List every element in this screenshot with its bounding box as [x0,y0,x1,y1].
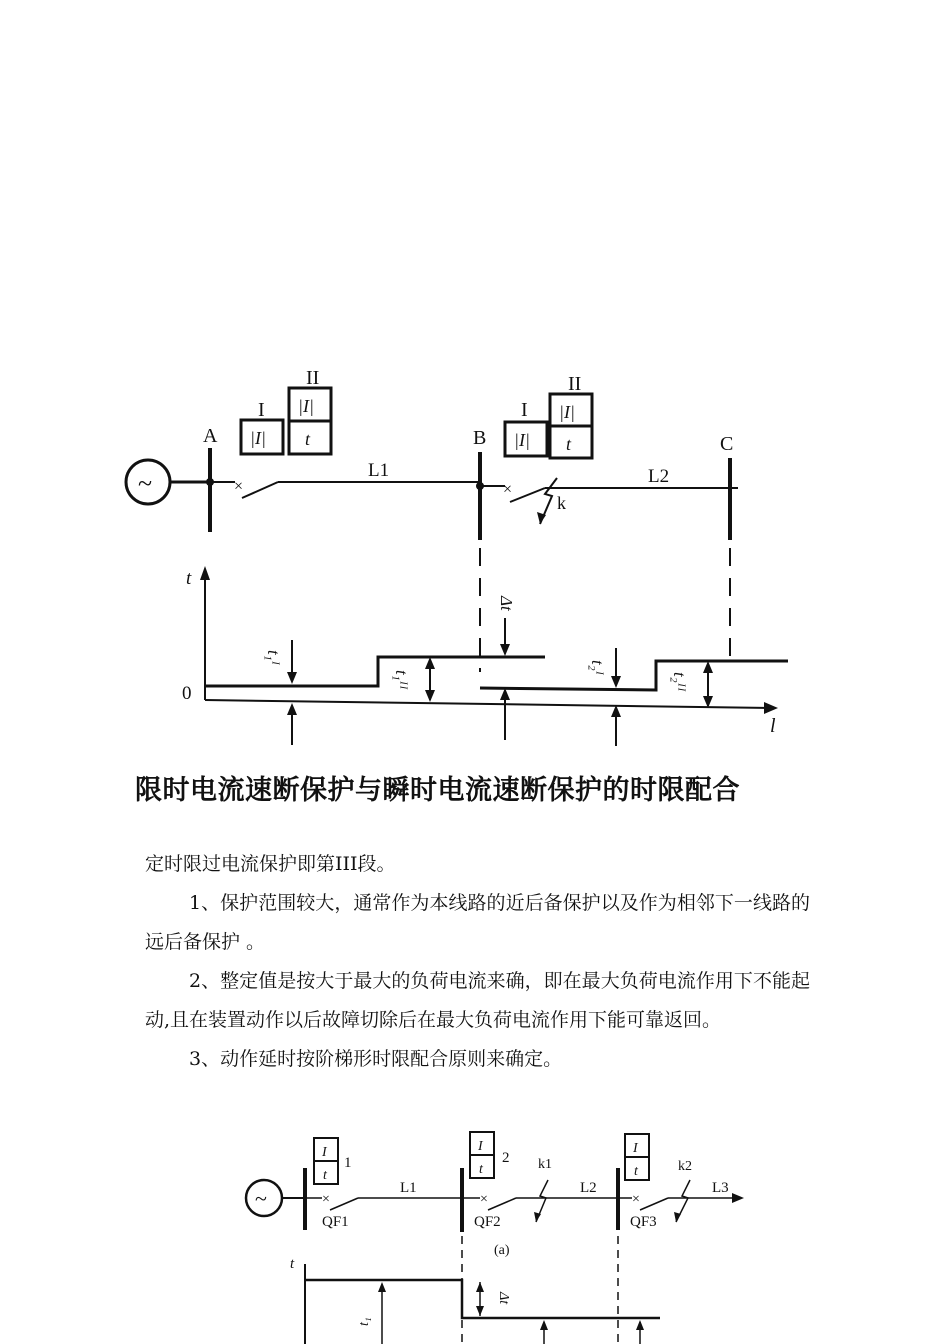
svg-text:×: × [503,481,513,498]
line-l3-label: L3 [712,1180,729,1196]
t1-label-2: t₁ [357,1317,372,1326]
node-b-label: B [473,427,487,449]
body-text [145,845,810,1079]
breaker-qf1-label: QF1 [322,1214,349,1230]
time-step-1 [305,1280,660,1318]
paragraph-intro: 定时限过电流保护即第III段。 [145,853,396,875]
generator-tilde: ~ [138,469,153,498]
fault-k1-symbol [536,1180,548,1222]
fault-k2-symbol [676,1180,690,1222]
relay-1-current: I [322,1145,327,1160]
relay-3-current: I [633,1141,638,1156]
fault-k-label: k [557,493,566,513]
relay-a-stage-1-label: I [258,399,265,421]
relay-a-stage-2-current: |I| [298,396,314,416]
relay-a-stage-2-label: II [306,367,320,389]
t2-double-label: t₂ᴵᴵ [670,672,689,692]
svg-text:×: × [322,1192,330,1207]
t2-prime-label: t₂ᴵ [588,660,607,676]
fault-k2-label: k2 [678,1159,692,1174]
breaker-qf2-label: QF2 [474,1214,501,1230]
relay-b-stage-2-current: |I| [559,402,575,422]
relay-2-number: 2 [502,1150,510,1166]
t1-prime-label: t₁ᴵ [264,650,283,666]
relay-2-box [470,1132,494,1178]
time-step-b [480,661,788,690]
svg-text:×: × [234,478,244,495]
line-l1-label: L1 [368,460,390,481]
line-l2-label: L2 [648,466,670,487]
line-l1-label-2: L1 [400,1180,417,1196]
t-axis-label: t [186,568,192,589]
origin-label: 0 [182,683,192,704]
relay-3-box [625,1134,649,1180]
relay-b-stage-1-label: I [521,399,528,421]
svg-text:×: × [480,1192,488,1207]
relay-1-box [314,1138,338,1184]
relay-1-time: t [323,1168,327,1183]
paragraph-item-2: 2、整定值是按大于最大的负荷电流来确，即在最大负荷电流作用下不能起动,且在装置动作以后故障切除后在最大负荷电流作用下能可靠返回。 [145,970,810,1031]
breaker-b [510,488,545,502]
delta-t-label: Δt [497,596,516,611]
breaker-qf3 [640,1198,668,1210]
relay-a-stage-1-current: |I| [250,428,266,448]
relay-b-stage-1-current: |I| [514,430,530,450]
time-step-a [205,657,545,686]
generator-symbol-2 [246,1180,282,1216]
delta-t-label-2: Δt [496,1292,511,1305]
relay-b-stage-2-label: II [568,373,582,395]
t-axis-label-2: t [290,1256,295,1272]
breaker-qf2 [488,1198,516,1210]
relay-2-current: I [478,1139,483,1154]
node-a-label: A [203,425,218,447]
relay-a-stage-2-time: t [305,429,311,449]
relay-b-stage-2-time: t [566,434,572,454]
l-axis [205,700,770,708]
subfigure-a-label: (a) [494,1243,510,1258]
relay-3-time: t [634,1164,638,1179]
breaker-qf1 [330,1198,358,1210]
node-c-label: C [720,433,734,455]
relay-1-number: 1 [344,1155,352,1171]
svg-text:~: ~ [255,1186,267,1211]
t1-double-label: t₁ᴵᴵ [392,670,411,690]
svg-text:×: × [632,1192,640,1207]
l-axis-label: l [770,715,776,737]
paragraph-item-3: 3、动作延时按阶梯形时限配合原则来确定。 [189,1048,563,1070]
figure-1-caption: 限时电流速断保护与瞬时电流速断保护的时限配合 [135,775,740,806]
paragraph-item-1: 1、保护范围较大，通常作为本线路的近后备保护以及作为相邻下一线路的远后备保护 。 [145,892,810,953]
line-l2-label-2: L2 [580,1180,597,1196]
relay-2-time: t [479,1162,483,1177]
breaker-a [242,482,278,498]
fault-k1-label: k1 [538,1157,552,1172]
breaker-qf3-label: QF3 [630,1214,657,1230]
